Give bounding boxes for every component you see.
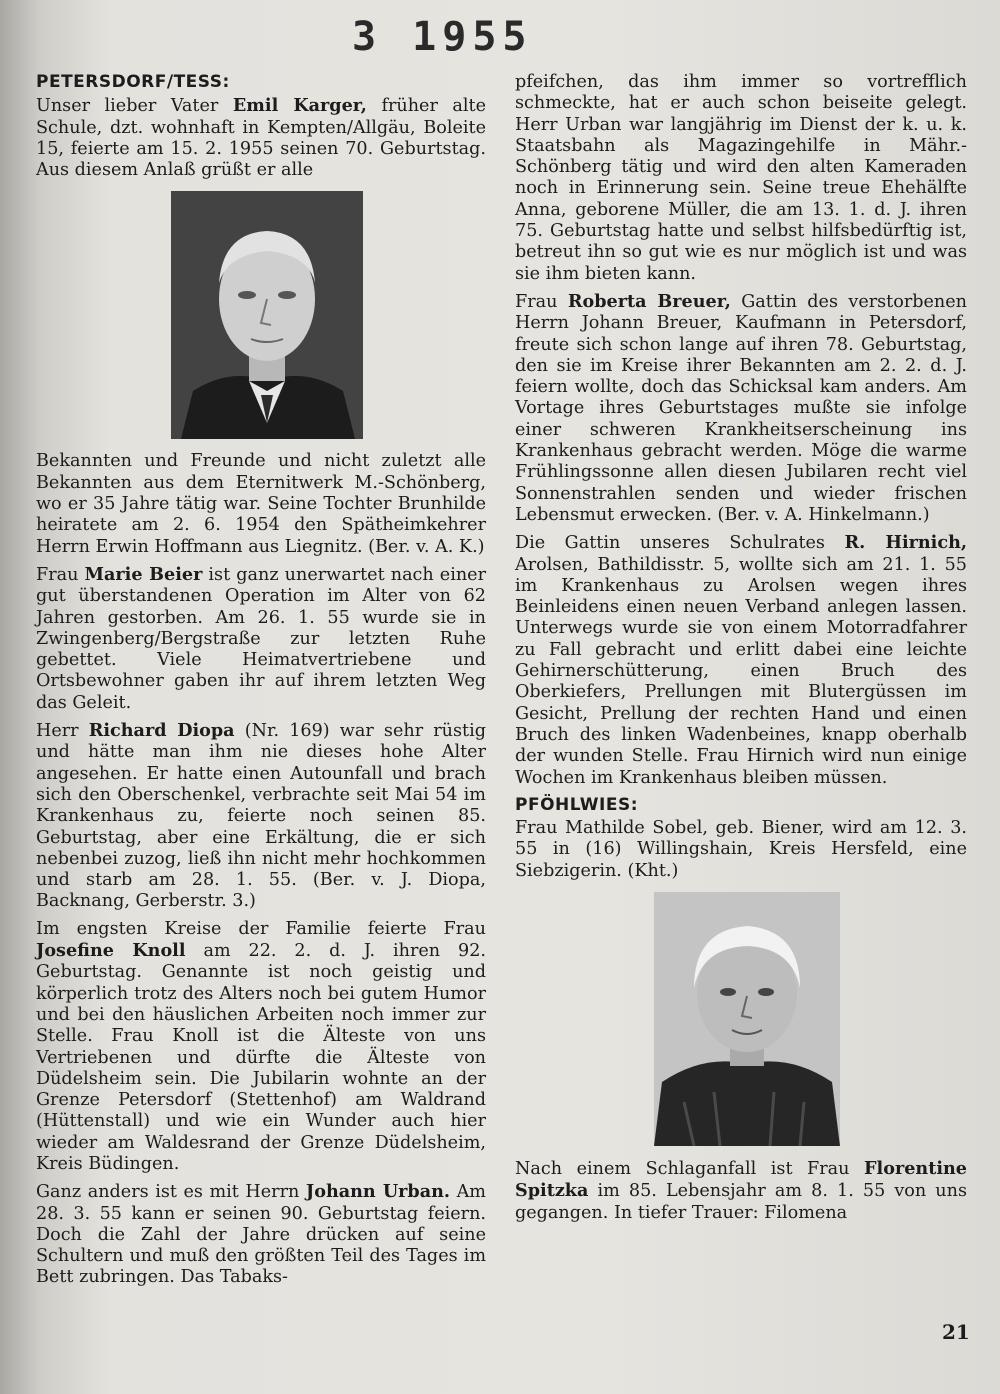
article-johann-urban: Ganz anders ist es mit Herrn Johann Urban. Am 28. 3. 55 kann er seinen 90. Geburtstag feiern. Doch die Zahl der Jahre drücken auf seine Schultern und muß den größten Teil des Tages im Bett zubringen. Das Tabaks- bbox=[36, 1181, 486, 1288]
person-name: Roberta Breuer, bbox=[567, 290, 731, 312]
person-name: Marie Beier bbox=[84, 563, 203, 585]
person-name: Florentine Spitzka bbox=[515, 1157, 967, 1202]
article-josefine-knoll: Im engsten Kreise der Familie feierte Frau Josefine Knoll am 22. 2. d. J. ihren 92. Geburtstag. Genannte ist noch geistig und körperlich trotz des Alters noch bei gutem Humor und bei den häuslichen Arbeiten noch immer zur Stelle. Frau Knoll ist die Älteste von uns Vertriebenen und dürfte die Älteste von Düdelsheim sein. Die Jubilarin wohnte an der Grenze Petersdorf (Stettenhof) am Waldrand (Hüttenstall) und wie ein Wunder auch hier wieder am Waldesrand der Grenze Düdelsheim, Kreis Büdingen. bbox=[36, 918, 487, 1174]
person-name: R. Hirnich, bbox=[844, 532, 967, 554]
left-column bbox=[36, 72, 486, 1295]
person-name: Emil Karger, bbox=[232, 95, 367, 117]
issue-number: 3 1955 bbox=[352, 14, 533, 60]
article-roberta-breuer: Frau Roberta Breuer, Gattin des verstorbenen Herrn Johann Breuer, Kaufmann in Petersdorf, freute sich schon lange auf ihren 78. Geburtstag, den sie im Kreise ihrer Bekannten am 2. 2. d. J. feiern wollte, doch das Schicksal kam anders. Am Vortage ihres Geburtstages mußte sie infolge einer schweren Krankheitserscheinung ins Krankenhaus gebracht werden. Möge die warme Frühlingssonne allen diesen Jubilaren recht viel Sonnenstrahlen senden und wieder frischen Lebensmut erwecken. (Ber. v. A. Hinkelmann.) bbox=[515, 290, 967, 525]
article-emil-karger-continued: Bekannten und Freunde und nicht zuletzt alle Bekannten aus dem Eternitwerk M.-Schönberg, wo er 35 Jahre tätig war. Seine Tochter Brunhilde heiratete am 2. 6. 1954 den Spätheimkehrer Herrn Erwin Hoffmann aus Liegnitz. (Ber. v. A. K.) bbox=[36, 451, 486, 557]
right-column bbox=[515, 72, 967, 1230]
article-mathilde-sobel: Frau Mathilde Sobel, geb. Biener, wird am 12. 3. 55 in (16) Willingshain, Kreis Hersfeld, eine Siebzigerin. (Kht.) bbox=[515, 818, 967, 881]
article-emil-karger: Unser lieber Vater Emil Karger, früher alte Schule, dzt. wohnhaft in Kempten/Allgäu, Boleite 15, feierte am 15. 2. 1955 seinen 70. Geburtstag. Aus diesem Anlaß grüßt er alle bbox=[36, 95, 486, 181]
section-heading-pfoehlwies: PFÖHLWIES: bbox=[515, 794, 638, 815]
person-name: Richard Diopa bbox=[88, 720, 235, 742]
portrait-photo-man bbox=[171, 191, 363, 439]
person-name: Johann Urban. bbox=[305, 1181, 451, 1203]
article-richard-diopa: Herr Richard Diopa (Nr. 169) war sehr rüstig und hätte man ihm nie dieses hohe Alter angesehen. Er hatte einen Autounfall und brach sich den Oberschenkel, verbrachte seit Mai 54 im Krankenhaus zu, feierte noch seinen 85. Geburtstag, aber eine Erkältung, die er sich nebenbei zuzog, ließ ihn nicht mehr hochkommen und starb am 28. 1. 55. (Ber. v. J. Diopa, Backnang, Gerberstr. 3.) bbox=[36, 720, 486, 912]
section-heading-petersdorf: PETERSDORF/TESS: bbox=[36, 72, 230, 92]
article-johann-urban-continued: pfeifchen, das ihm immer so vortrefflich schmeckte, hat er auch schon beiseite gelegt. Herr Urban war langjährig im Dienst der k. u. k. Staatsbahn als Magazingehilfe in Mähr.-Schönberg tätig und wird den alten Kameraden noch in Erinnerung sein. Seine treue Ehehälfte Anna, geborene Müller, die am 13. 1. d. J. ihren 75. Geburtstag hatte und selbst hilfsbedürftig ist, betreut ihn so gut wie es nur möglich ist und was sie ihm bieten kann. bbox=[515, 72, 967, 284]
person-name: Josefine Knoll bbox=[36, 940, 186, 962]
page-number: 21 bbox=[942, 1320, 970, 1344]
article-marie-beier: Frau Marie Beier ist ganz unerwartet nach einer gut überstandenen Operation im Alter von 62 Jahren gestorben. Am 26. 1. 55 wurde sie in Zwingenberg/Bergstraße zur letzten Ruhe gebettet. Viele Heimatvertriebene und Ortsbewohner gaben ihr auf ihrem letzten Weg das Geleit. bbox=[36, 563, 487, 713]
portrait-photo-woman bbox=[654, 892, 840, 1146]
article-florentine-spitzka: Nach einem Schlaganfall ist Frau Florentine Spitzka im 85. Lebensjahr am 8. 1. 55 von uns gegangen. In tiefer Trauer: Filomena bbox=[515, 1157, 967, 1223]
article-hirnich: Die Gattin unseres Schulrates R. Hirnich, Arolsen, Bathildisstr. 5, wollte sich am 21. 1. 55 im Krankenhaus zu Arolsen wegen ihres Beinleidens einen neuen Verband anlegen lassen. Unterwegs wurde sie von einem Motorradfahrer zu Fall gebracht und erlitt dabei eine leichte Gehirnerschütterung, einen Bruch des Oberkiefers, Prellungen mit Blutergüssen im Gesicht, Prellung der rechten Hand und einen Bruch des linken Wadenbeines, knapp oberhalb der wunden Stelle. Frau Hirnich wird nun einige Wochen im Krankenhaus bleiben müssen. bbox=[515, 532, 967, 788]
